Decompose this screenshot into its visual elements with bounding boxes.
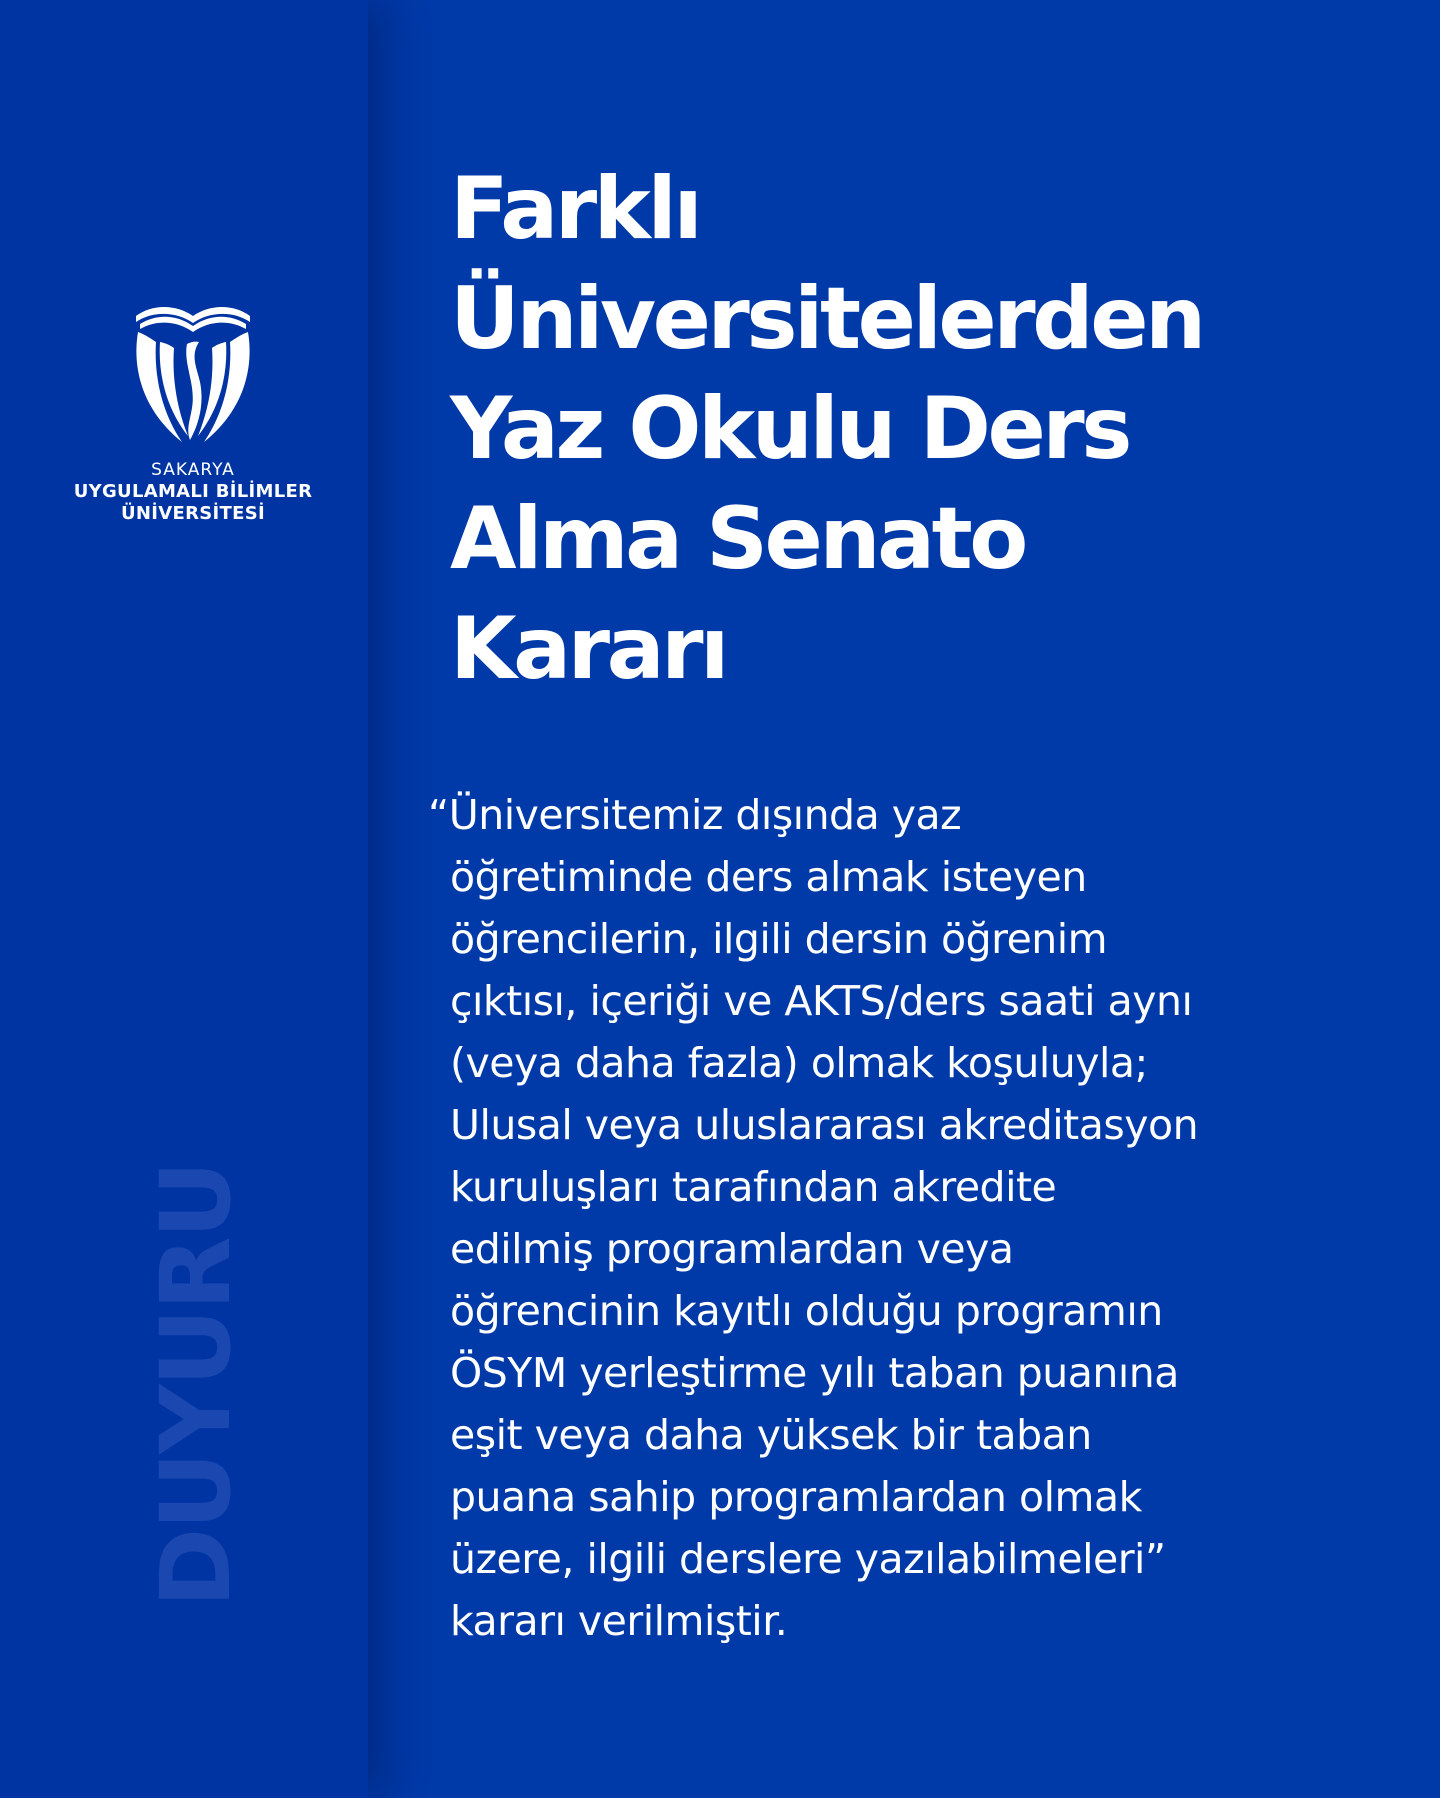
main-content — [368, 0, 1440, 1798]
body-line: kararı verilmiştir. — [450, 1597, 788, 1645]
title-line: Kararı — [450, 599, 727, 699]
sidebar — [0, 0, 368, 1798]
logo-text-universitesi: ÜNİVERSİTESİ — [121, 502, 265, 524]
title-line: Üniversitelerden — [450, 269, 1203, 369]
title-line: Farklı — [450, 159, 700, 259]
university-logo — [0, 298, 386, 525]
tulip-book-logo-icon — [130, 298, 256, 448]
body-line: edilmiş programlardan veya — [450, 1225, 1014, 1273]
body-line: ÖSYM yerleştirme yılı taban puanına — [450, 1349, 1179, 1397]
body-line: çıktısı, içeriği ve AKTS/ders saati aynı — [450, 977, 1193, 1025]
body-line: eşit veya daha yüksek bir taban — [450, 1411, 1092, 1459]
announcement-body — [428, 784, 1328, 1652]
logo-text-uygulamali-bilimler: UYGULAMALI BİLİMLER — [73, 480, 313, 502]
body-line: öğrencinin kayıtlı olduğu programın — [450, 1287, 1163, 1335]
body-line: öğrencilerin, ilgili dersin öğrenim — [450, 915, 1108, 963]
body-line: kuruluşları tarafından akredite — [450, 1163, 1057, 1211]
body-line: üzere, ilgili derslere yazılabilmeleri” — [450, 1535, 1166, 1583]
body-line: puana sahip programlardan olmak — [450, 1473, 1142, 1521]
body-line: “Üniversitemiz dışında yaz — [428, 791, 962, 839]
body-line: öğretiminde ders almak isteyen — [450, 853, 1087, 901]
body-line: Ulusal veya uluslararası akreditasyon — [450, 1101, 1199, 1149]
logo-text-sakarya: SAKARYA — [151, 460, 235, 480]
announcement-vertical-label: DUYURU — [140, 1162, 252, 1608]
title-line: Alma Senato — [450, 489, 1025, 589]
body-line: (veya daha fazla) olmak koşuluyla; — [450, 1039, 1148, 1087]
title-line: Yaz Okulu Ders — [450, 379, 1129, 479]
page-title — [450, 154, 1410, 704]
